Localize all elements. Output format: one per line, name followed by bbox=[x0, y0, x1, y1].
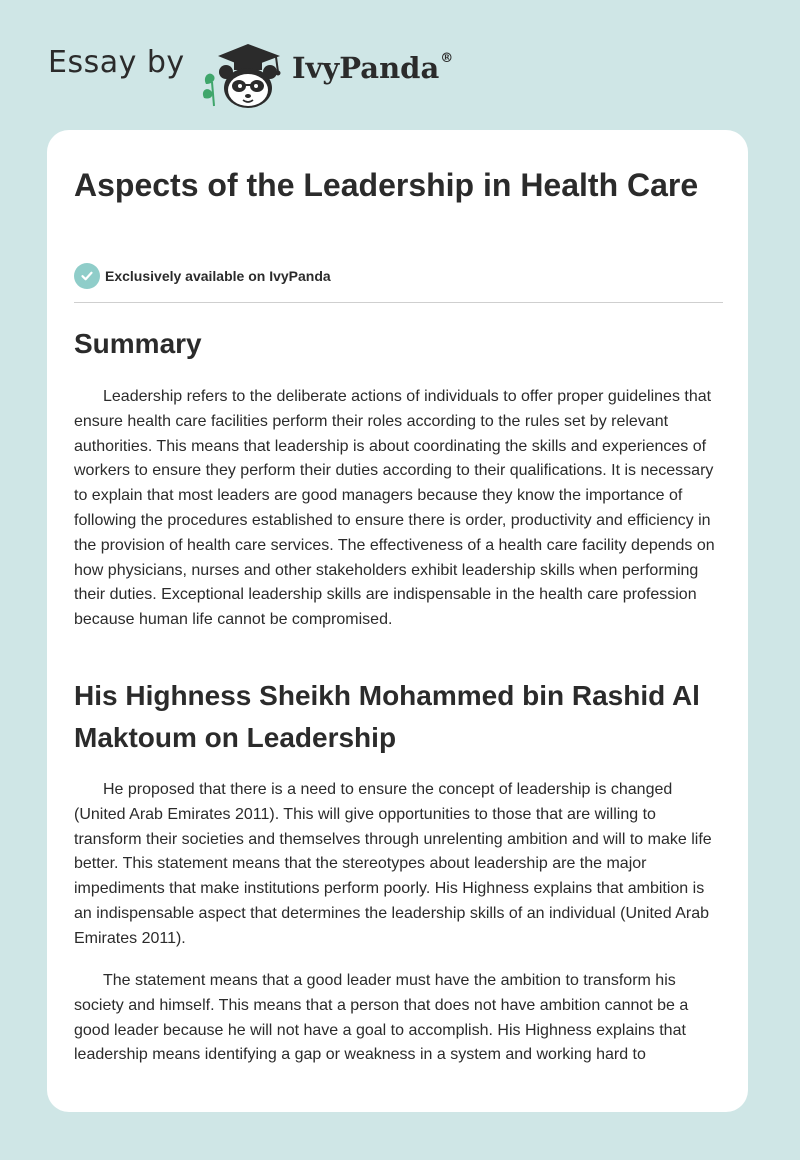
summary-paragraph: Leadership refers to the deliberate actions of individuals to offer proper guidelines that ensure health care facilities perform their roles according to the rules set by relevant authorities. This means that leadership is about coordinating the skills and experiences of workers to ensure they perform their duties according to their qualifications. It is necessary to explain that most leaders are good managers because they know the importance of following the procedures established to ensure there is order, productivity and efficiency in the provision of health care services. The effectiveness of a health care facility depends on how physicians, nurses and other stakeholders exhibit leadership skills when performing their duties. Exceptional leadership skills are indispensable in the health care profession because human life cannot be compromised. bbox=[74, 388, 715, 629]
divider bbox=[74, 302, 723, 303]
exclusive-badge bbox=[74, 263, 331, 289]
exclusive-label: Exclusively available on IvyPanda bbox=[105, 268, 331, 284]
brand-text: IvyPanda bbox=[292, 51, 440, 85]
page-title: Aspects of the Leadership in Health Care bbox=[74, 167, 699, 203]
sheikh-paragraph-2: The statement means that a good leader must have the ambition to transform his society and himself. This means that a person that does not have ambition cannot be a good leader because he will not have a goal to accomplish. His Highness explains that leadership means identifying a gap or weakness in a system and working hard to bbox=[74, 972, 689, 1064]
registered-mark: ® bbox=[440, 51, 454, 66]
check-circle-icon bbox=[74, 263, 100, 289]
essay-by-label: Essay by bbox=[48, 45, 185, 80]
site-header bbox=[0, 0, 800, 130]
brand-name[interactable] bbox=[292, 51, 454, 85]
panda-graduate-icon[interactable] bbox=[200, 36, 290, 110]
section-heading-summary: Summary bbox=[74, 328, 202, 359]
sheikh-paragraph-1: He proposed that there is a need to ensure the concept of leadership is changed (United Arab Emirates 2011). This will give opportunities to those that are willing to transform their societies and themselves through unrelenting ambition and will to make life better. This statement means that the stereotypes about leadership are the major impediments that make institutions perform poorly. His Highness explains that ambition is an indispensable aspect that determines the leadership skills of an individual (United Arab Emirates 2011). bbox=[74, 781, 712, 947]
section-heading-sheikh: His Highness Sheikh Mohammed bin Rashid Al Maktoum on Leadership bbox=[74, 680, 700, 753]
article-card bbox=[47, 130, 748, 1112]
